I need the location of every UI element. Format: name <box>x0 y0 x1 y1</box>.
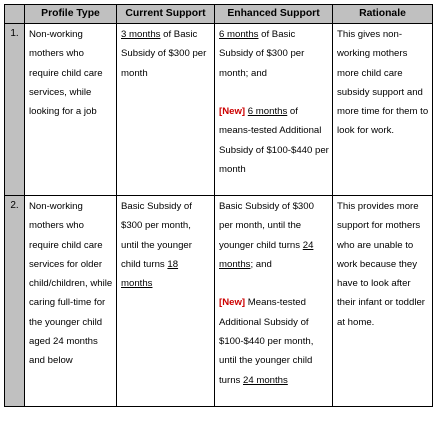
underlined-duration: 3 months <box>121 29 161 40</box>
current-support-cell <box>117 24 215 196</box>
underlined-duration: 6 months <box>219 29 259 40</box>
underlined-duration: 18 months <box>121 258 179 290</box>
enhanced-text: ; and <box>250 258 272 270</box>
new-tag: [New] <box>219 106 246 118</box>
rationale-cell: This gives non-working mothers more child care subsidy support and more time for them to look for work. <box>333 24 433 196</box>
enhanced-paragraph-1 <box>219 197 329 274</box>
enhanced-support-cell <box>215 196 333 407</box>
current-support-cell <box>117 196 215 407</box>
current-support-text: of Basic Subsidy of $300 per month <box>121 29 207 79</box>
header-current-support: Current Support <box>117 5 215 24</box>
enhanced-text: Means-tested Additional Subsidy of $100-$440 per month, until the younger child turns <box>219 297 314 386</box>
current-support-text: Basic Subsidy of $300 per month, until the younger child turns <box>121 201 192 270</box>
profile-cell: Non-working mothers who require child care services, while looking for a job <box>25 24 117 196</box>
rationale-cell: This provides more support for mothers who are unable to work because they have to look after their infant or toddler at home. <box>333 196 433 407</box>
enhanced-text: of means-tested Additional Subsidy of $100-$440 per month <box>219 106 329 176</box>
enhanced-support-cell <box>215 24 333 196</box>
header-number <box>5 5 25 24</box>
header-enhanced-support: Enhanced Support <box>215 5 333 24</box>
enhanced-paragraph-2 <box>219 293 329 389</box>
enhanced-text: Basic Subsidy of $300 per month, until the younger child turns <box>219 201 314 251</box>
row-number: 2. <box>5 196 25 407</box>
enhanced-paragraph-2 <box>219 102 329 179</box>
underlined-duration: 6 months <box>247 106 288 118</box>
support-table <box>4 4 433 407</box>
new-tag: [New] <box>219 297 246 309</box>
profile-cell: Non-working mothers who require child care services for older child/children, while caring full-time for the younger child aged 24 months and below <box>25 196 117 407</box>
table-row <box>5 24 433 196</box>
enhanced-text: of Basic Subsidy of $300 per month; and <box>219 29 305 79</box>
row-number: 1. <box>5 24 25 196</box>
underlined-duration: 24 months <box>219 239 314 270</box>
table-row <box>5 196 433 407</box>
header-rationale: Rationale <box>333 5 433 24</box>
header-profile-type: Profile Type <box>25 5 117 24</box>
header-row <box>5 5 433 24</box>
enhanced-paragraph-1 <box>219 25 329 83</box>
underlined-duration: 24 months <box>243 374 288 386</box>
